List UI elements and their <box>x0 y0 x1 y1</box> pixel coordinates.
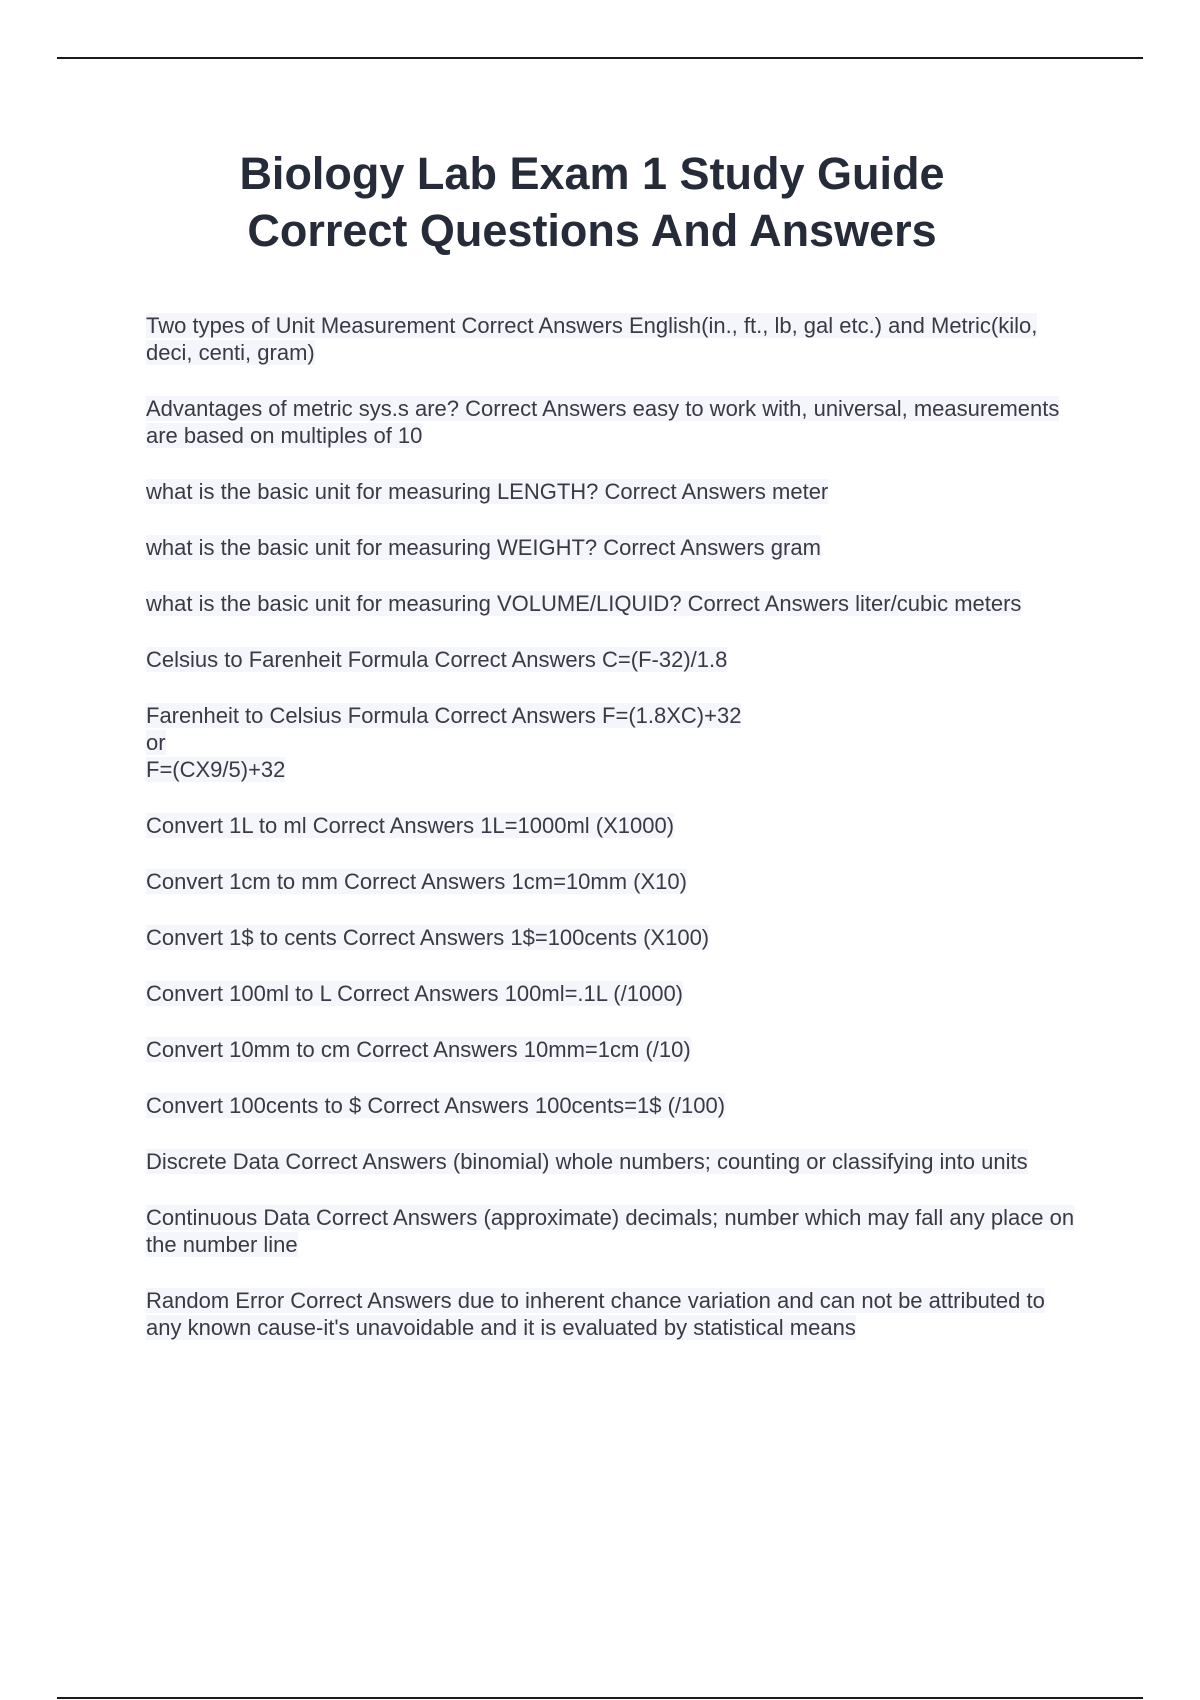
qa-text: Random Error Correct Answers due to inherent chance variation and can not be attributed to any known cause-it's unavoidable and it is evaluated by statistical means <box>146 1288 1045 1340</box>
qa-item <box>146 395 1086 449</box>
qa-item <box>146 702 1086 783</box>
qa-text: Farenheit to Celsius Formula Correct Answers F=(1.8XC)+32 or F=(CX9/5)+32 <box>146 703 742 782</box>
qa-text: Celsius to Farenheit Formula Correct Answers C=(F-32)/1.8 <box>146 647 728 672</box>
qa-text: Convert 1cm to mm Correct Answers 1cm=10mm (X10) <box>146 869 687 894</box>
qa-text: what is the basic unit for measuring LENGTH? Correct Answers meter <box>146 479 829 504</box>
qa-text: Convert 100ml to L Correct Answers 100ml=.1L (/1000) <box>146 981 684 1006</box>
qa-item <box>146 924 1086 951</box>
qa-list <box>146 312 1086 1370</box>
qa-item <box>146 1287 1086 1341</box>
qa-item <box>146 868 1086 895</box>
qa-text: Discrete Data Correct Answers (binomial) whole numbers; counting or classifying into units <box>146 1149 1028 1174</box>
qa-item <box>146 980 1086 1007</box>
qa-item <box>146 646 1086 673</box>
qa-text: Advantages of metric sys.s are? Correct Answers easy to work with, universal, measurements are based on multiples of 10 <box>146 396 1060 448</box>
qa-item <box>146 1148 1086 1175</box>
qa-item <box>146 534 1086 561</box>
title-line-1: Biology Lab Exam 1 Study Guide <box>239 148 945 199</box>
bottom-rule <box>57 1697 1143 1699</box>
qa-item <box>146 812 1086 839</box>
qa-text: what is the basic unit for measuring WEIGHT? Correct Answers gram <box>146 535 821 560</box>
qa-item <box>146 1092 1086 1119</box>
qa-item <box>146 478 1086 505</box>
qa-text: Convert 100cents to $ Correct Answers 100cents=1$ (/100) <box>146 1093 726 1118</box>
qa-item <box>146 1036 1086 1063</box>
qa-item <box>146 312 1086 366</box>
qa-text: Two types of Unit Measurement Correct Answers English(in., ft., lb, gal etc.) and Metric(kilo, deci, centi, gram) <box>146 313 1038 365</box>
title-line-2: Correct Questions And Answers <box>247 205 937 256</box>
qa-text: Convert 1L to ml Correct Answers 1L=1000ml (X1000) <box>146 813 675 838</box>
qa-text: Convert 1$ to cents Correct Answers 1$=100cents (X100) <box>146 925 710 950</box>
page-title <box>0 145 1184 259</box>
qa-item <box>146 1204 1086 1258</box>
qa-text: Convert 10mm to cm Correct Answers 10mm=1cm (/10) <box>146 1037 691 1062</box>
qa-text: what is the basic unit for measuring VOLUME/LIQUID? Correct Answers liter/cubic meters <box>146 591 1022 616</box>
qa-text: Continuous Data Correct Answers (approximate) decimals; number which may fall any place on the number line <box>146 1205 1075 1257</box>
top-rule <box>57 57 1143 59</box>
qa-item <box>146 590 1086 617</box>
